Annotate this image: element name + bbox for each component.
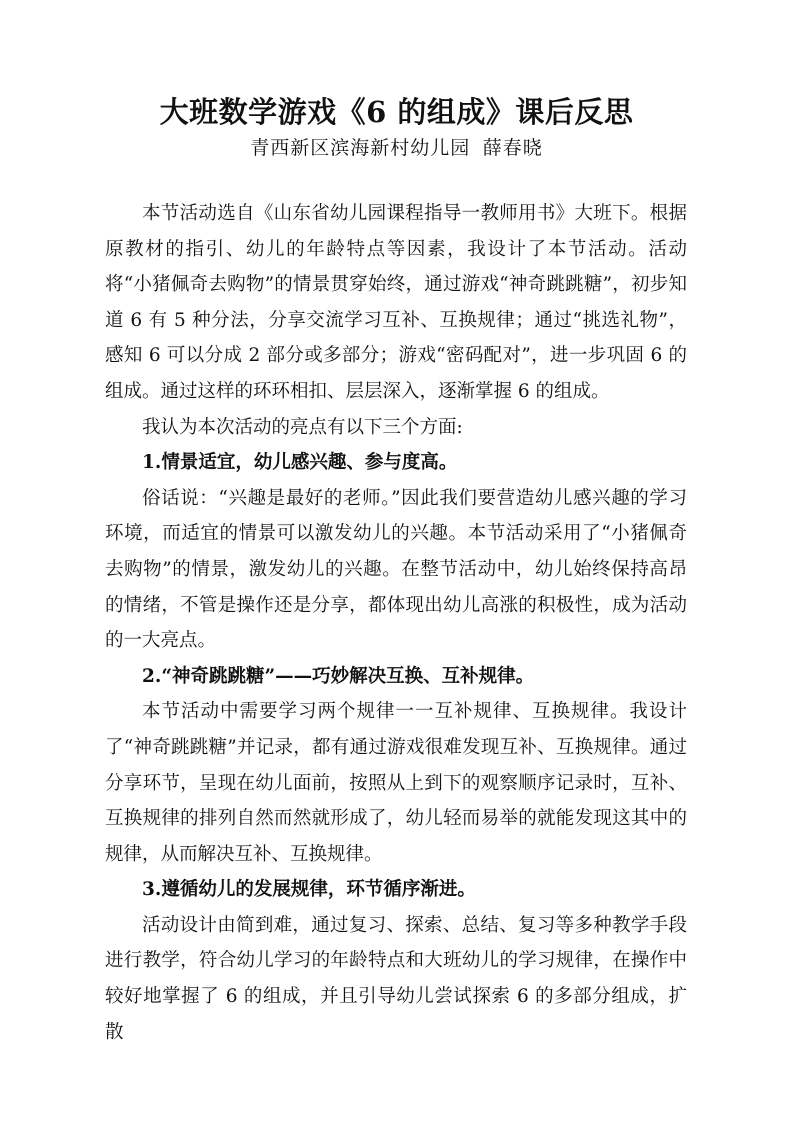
section-paragraph-1: 俗话说：“兴趣是最好的老师。”因此我们要营造幼儿感兴趣的学习环境，而适宜的情景可以激发幼儿的兴趣。本节活动采用了“小猪佩奇去购物”的情景，激发幼儿的兴趣。在整节活动中，幼儿始终保持高昂的情绪，不管是操作还是分享，都体现出幼儿高涨的积极性，成为活动的一大亮点。 [105,487,687,652]
document-body [105,196,687,1050]
section-paragraph-2: 本节活动中需要学习两个规律一一互补规律、互换规律。我设计了“神奇跳跳糖”并记录，都有通过游戏很难发现互补、互换规律。通过分享环节，呈现在幼儿面前，按照从上到下的观察顺序记录时，互补、互换规律的排列自然而然就形成了，幼儿轻而易举的就能发现这其中的规律，从而解决互补、互换规律。 [105,701,687,865]
highlights-lead: 我认为本次活动的亮点有以下三个方面: [142,416,463,438]
intro-paragraph: 本节活动选自《山东省幼儿园课程指导一教师用书》大班下。根据原教材的指引、幼儿的年龄特点等因素，我设计了本节活动。活动将“小猪佩奇去购物”的情景贯穿始终，通过游戏“神奇跳跳糖”，初步知道 6 有 5 种分法，分享交流学习互补、互换规律；通过“挑选礼物”，感知 6 可以分成 2 部分或多部分；游戏“密码配对”，进一步巩固 6 的组成。通过这样的环环相扣、层层深入，逐渐掌握 6 的组成。 [105,203,687,402]
author-line: 青西新区滨海新村幼儿园 薛春晓 [250,137,543,159]
page-title: 大班数学游戏《6 的组成》课后反思 [159,95,634,129]
section-heading-2: 2.“神奇跳跳糖”——巧妙解决互换、互补规律。 [142,665,535,687]
section-heading-3: 3.遵循幼儿的发展规律，环节循序渐进。 [142,879,476,901]
section-paragraph-3: 活动设计由简到难，通过复习、探索、总结、复习等多种教学手段进行教学，符合幼儿学习的年龄特点和大班幼儿的学习规律，在操作中较好地掌握了 6 的组成，并且引导幼儿尝试探索 6 的多部分组成，扩散 [105,914,687,1043]
section-heading-1: 1.情景适宜，幼儿感兴趣、参与度高。 [142,452,458,474]
